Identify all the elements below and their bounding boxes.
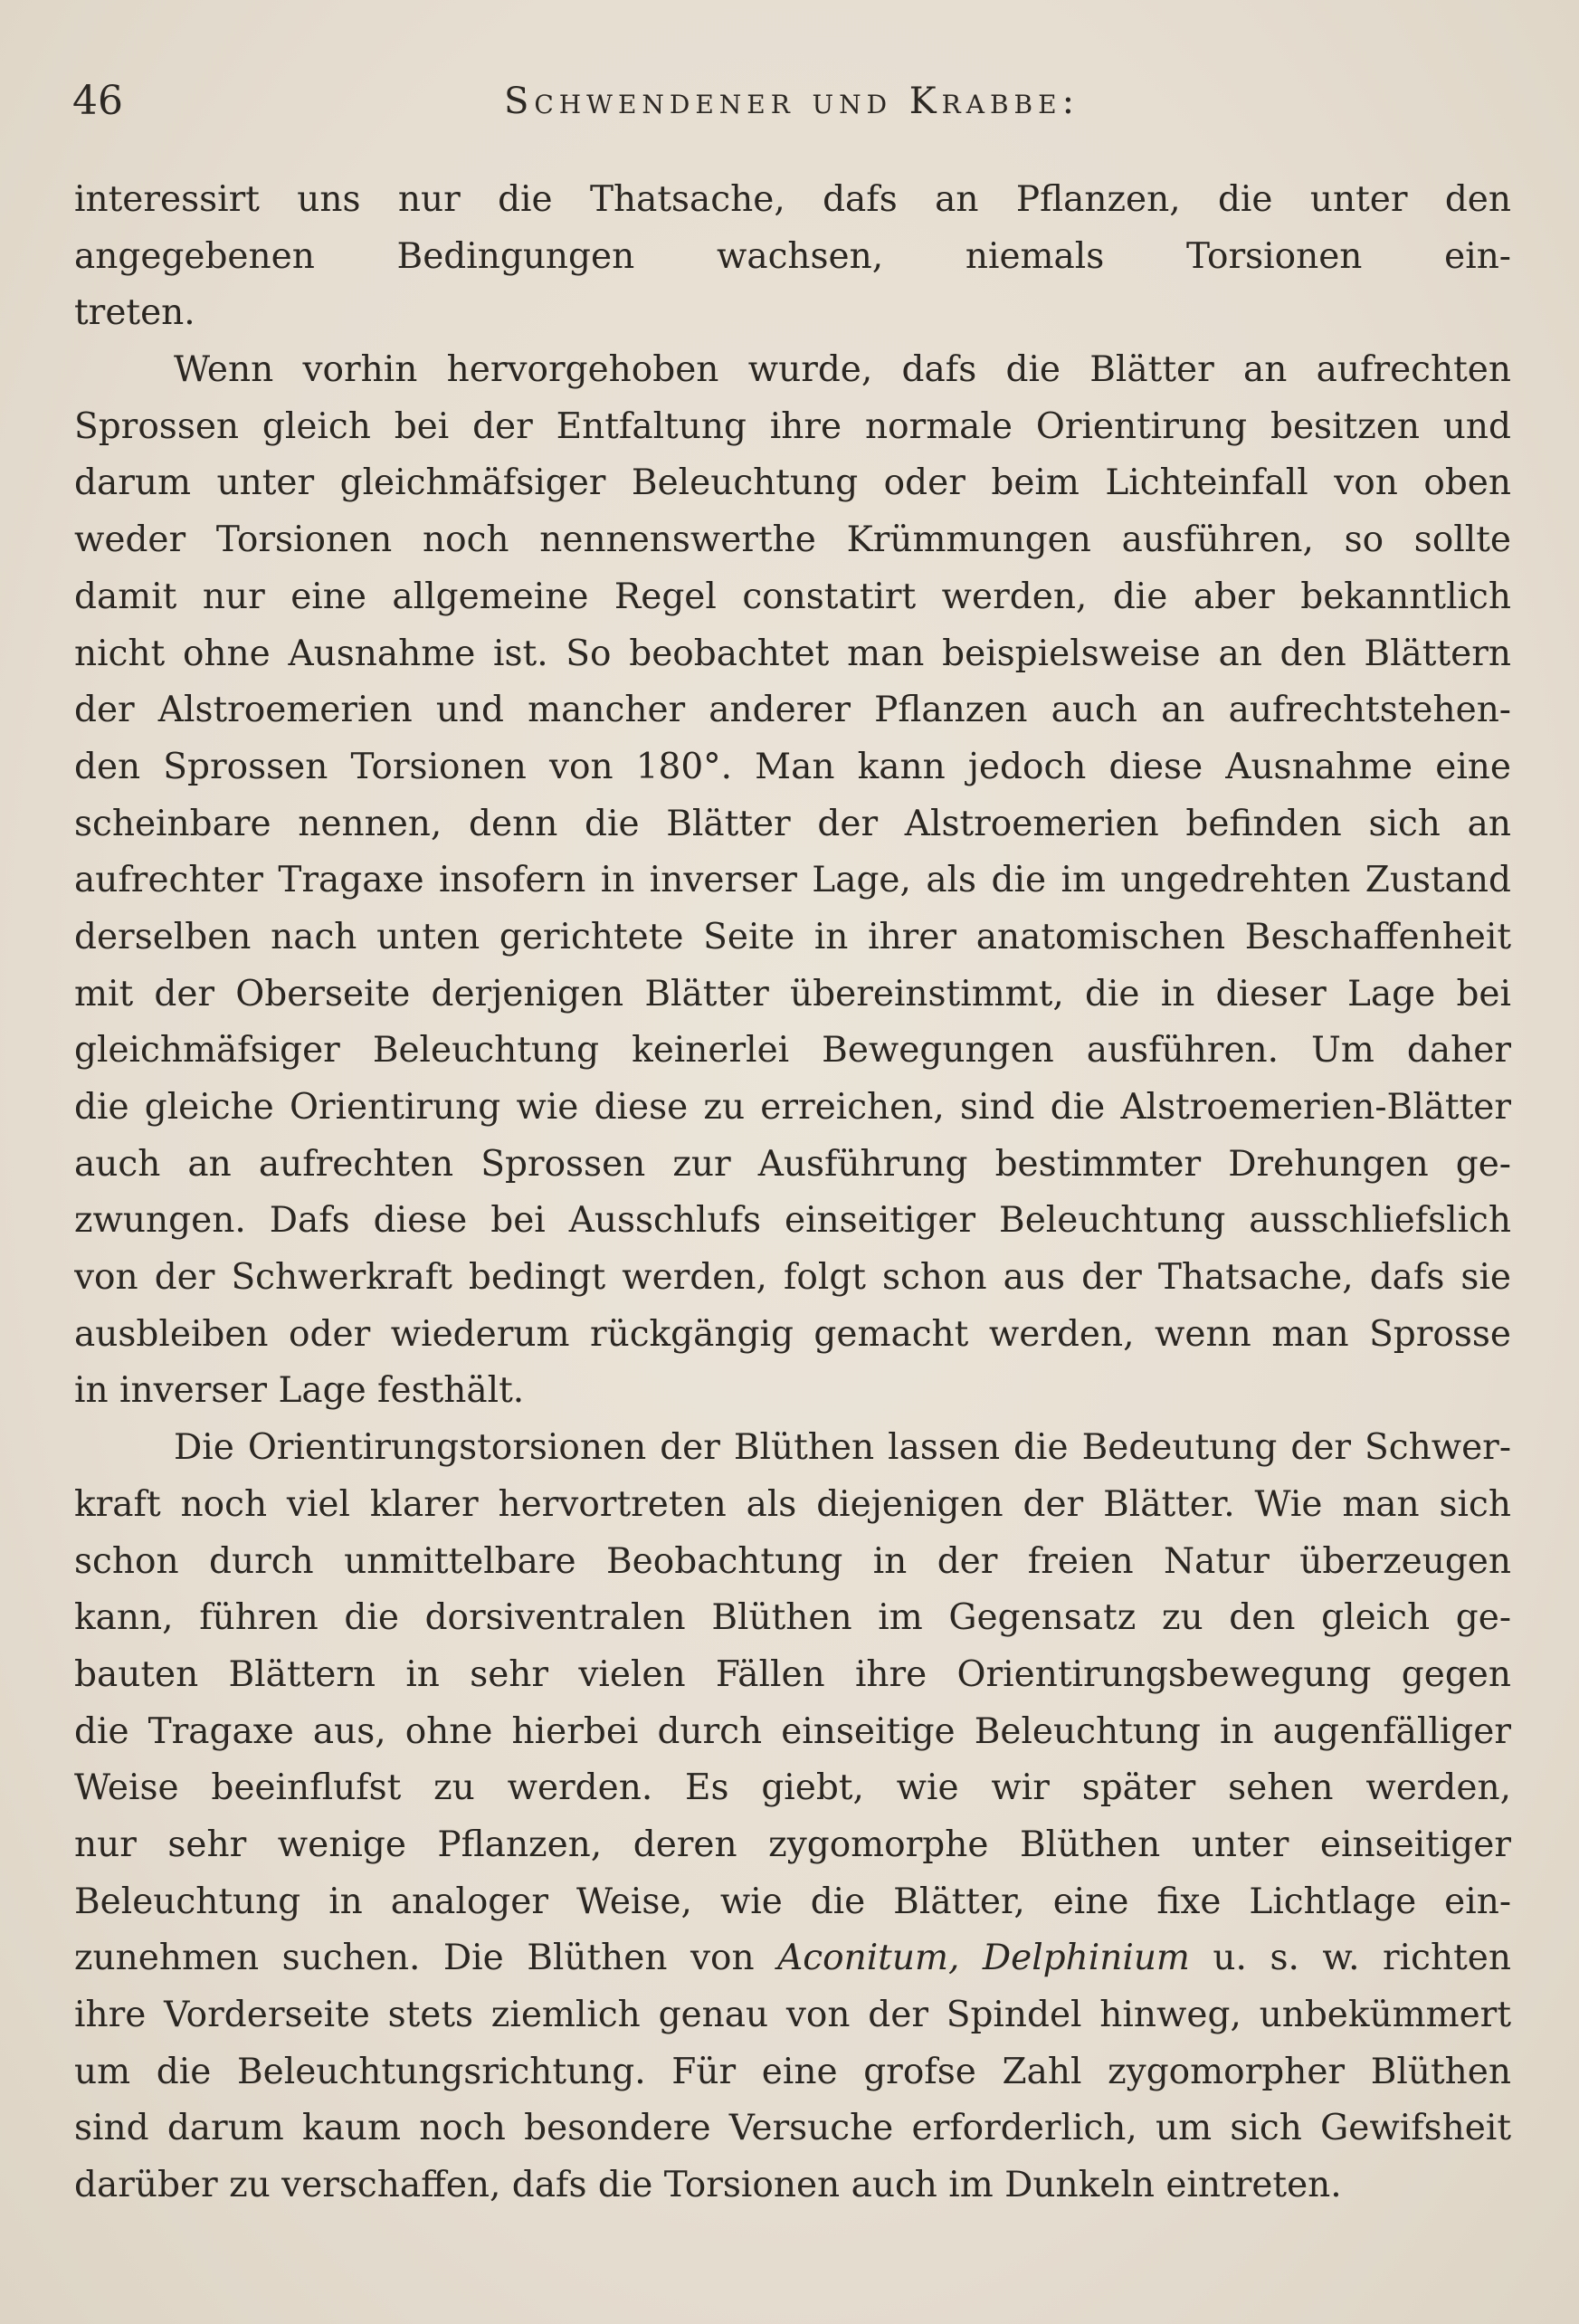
text-line: gleichmäfsiger Beleuchtung keinerlei Bewegungen ausführen. Um daher (74, 1030, 1511, 1072)
text-line: der Alstroemerien und mancher anderer Pflanzen auch an aufrechtstehen- (74, 690, 1511, 731)
text-line: darüber zu verschaffen, dafs die Torsionen auch im Dunkeln eintreten. (74, 2165, 1342, 2206)
text-line: die Tragaxe aus, ohne hierbei durch einseitige Beleuchtung in augenfälliger (74, 1710, 1511, 1752)
text-line: angegebenen Bedingungen wachsen, niemals Torsionen ein- (74, 235, 1511, 277)
page-number: 46 (72, 78, 123, 124)
text-line: kraft noch viel klarer hervortreten als diejenigen der Blätter. Wie man sich (74, 1483, 1511, 1525)
body-text (74, 172, 1511, 2214)
text-segment: u. s. w. richten (1189, 1938, 1511, 1979)
text-line: derselben nach unten gerichtete Seite in ihrer anatomischen Beschaffenheit (74, 916, 1511, 957)
text-line-with-italic (74, 1930, 1511, 1987)
page-header (72, 74, 1511, 129)
text-line: Die Orientirungstorsionen der Blüthen lassen die Bedeutung der Schwer- (174, 1427, 1511, 1469)
text-line: aufrechter Tragaxe insofern in inverser Lage, als die im ungedrehten Zustand (74, 860, 1511, 901)
text-line: auch an aufrechten Sprossen zur Ausführung bestimmter Drehungen ge- (74, 1143, 1511, 1185)
text-line: sind darum kaum noch besondere Versuche erforderlich, um sich Gewifsheit (74, 2108, 1511, 2149)
text-line: scheinbare nennen, denn die Blätter der Alstroemerien befinden sich an (74, 803, 1511, 844)
text-line: interessirt uns nur die Thatsache, dafs an Pflanzen, die unter den (74, 179, 1511, 220)
text-line: ausbleiben oder wiederum rückgängig gemacht werden, wenn man Sprosse (74, 1313, 1511, 1355)
text-line: von der Schwerkraft bedingt werden, folgt schon aus der Thatsache, dafs sie (74, 1257, 1511, 1299)
text-line: in inverser Lage festhält. (74, 1370, 525, 1412)
text-line: nur sehr wenige Pflanzen, deren zygomorphe Blüthen unter einseitiger (74, 1824, 1511, 1865)
running-title: Schwendener und Krabbe: (503, 81, 1080, 122)
text-line: nicht ohne Ausnahme ist. So beobachtet man beispielsweise an den Blättern (74, 633, 1511, 674)
text-line: die gleiche Orientirung wie diese zu erreichen, sind die Alstroemerien-Blätter (74, 1087, 1511, 1128)
text-line: treten. (74, 292, 195, 334)
text-segment: zunehmen suchen. Die Blüthen von (74, 1938, 755, 1979)
text-line: Wenn vorhin hervorgehoben wurde, dafs die Blätter an aufrechten (174, 349, 1511, 391)
italic-genus-names: Aconitum, Delphinium (777, 1938, 1190, 1979)
text-line: zwungen. Dafs diese bei Ausschlufs einseitiger Beleuchtung ausschliefslich (74, 1200, 1511, 1242)
text-line: den Sprossen Torsionen von 180°. Man kann jedoch diese Ausnahme eine (74, 746, 1511, 787)
text-line: schon durch unmittelbare Beobachtung in der freien Natur überzeugen (74, 1540, 1511, 1582)
text-line: Sprossen gleich bei der Entfaltung ihre normale Orientirung besitzen und (74, 405, 1511, 447)
text-line: um die Beleuchtungsrichtung. Für eine grofse Zahl zygomorpher Blüthen (74, 2051, 1511, 2092)
paragraph-1 (74, 172, 1511, 342)
text-line: Beleuchtung in analoger Weise, wie die Blätter, eine fixe Lichtlage ein- (74, 1881, 1511, 1922)
text-line: bauten Blättern in sehr vielen Fällen ihre Orientirungsbewegung gegen (74, 1653, 1511, 1695)
text-line: weder Torsionen noch nennenswerthe Krümmungen ausführen, so sollte (74, 519, 1511, 561)
text-line: kann, führen die dorsiventralen Blüthen im Gegensatz zu den gleich ge- (74, 1597, 1511, 1639)
text-line: ihre Vorderseite stets ziemlich genau von der Spindel hinweg, unbekümmert (74, 1995, 1511, 2035)
paragraph-3 (74, 1420, 1511, 2214)
text-line: mit der Oberseite derjenigen Blätter übereinstimmt, die in dieser Lage bei (74, 973, 1511, 1014)
text-line: Weise beeinflufst zu werden. Es giebt, wie wir später sehen werden, (74, 1767, 1511, 1809)
text-line: darum unter gleichmäfsiger Beleuchtung oder beim Lichteinfall von oben (74, 462, 1511, 504)
text-line: damit nur eine allgemeine Regel constatirt werden, die aber bekanntlich (74, 576, 1511, 617)
paragraph-2 (74, 342, 1511, 1420)
